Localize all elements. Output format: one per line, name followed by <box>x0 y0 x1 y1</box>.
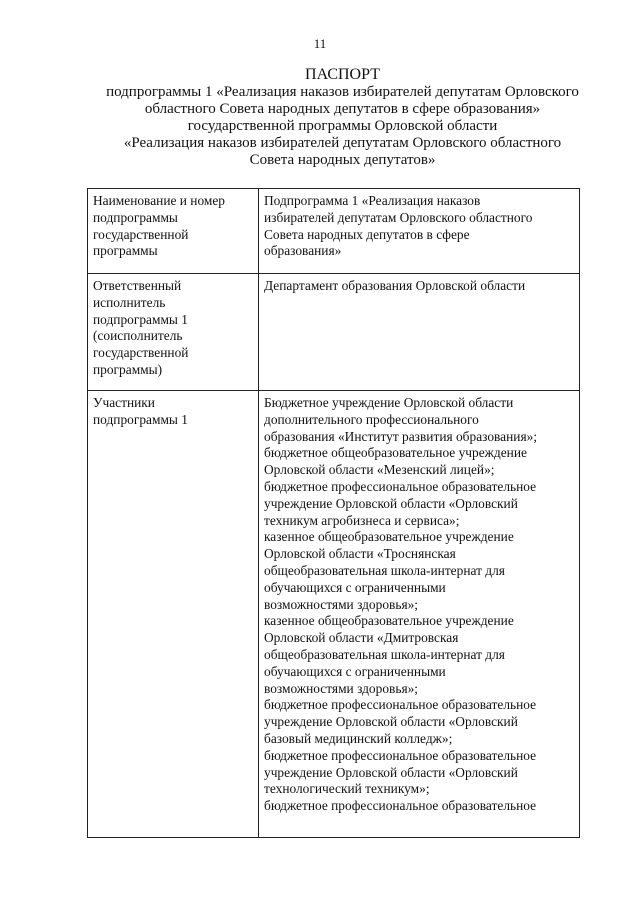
table-row <box>88 274 580 391</box>
cell-text-line: Подпрограмма 1 «Реализация наказов <box>264 193 481 208</box>
cell-text-line: Орловской области «Мезенский лицей»; <box>264 462 495 478</box>
row-value-cell <box>259 189 580 274</box>
cell-text-line: Орловской области «Троснянская <box>264 546 456 562</box>
cell-text-line: общеобразовательная школа-интернат для <box>264 562 505 578</box>
heading-line: «Реализация наказов избирателей депутатам Орловского областного <box>123 135 562 151</box>
cell-text-line: Бюджетное учреждение Орловской области <box>264 395 514 410</box>
cell-text-line: казенное общеобразовательное учреждение <box>264 613 514 629</box>
cell-text-line: технологический техникум»; <box>264 781 430 797</box>
cell-text-line: подпрограммы 1 <box>93 411 188 427</box>
row-label-cell <box>88 189 259 274</box>
cell-text-line: бюджетное профессиональное образовательное <box>264 798 537 814</box>
heading-line: областного Совета народных депутатов в сфере образования» <box>144 101 541 117</box>
cell-text-line: Орловской области «Дмитровская <box>264 630 459 646</box>
cell-text-line: бюджетное профессиональное образовательное <box>264 697 537 713</box>
cell-text-line: Департамент образования Орловской области <box>264 278 526 293</box>
heading-line: государственной программы Орловской области <box>187 118 498 134</box>
cell-text-line: обучающихся с ограниченными <box>264 663 446 679</box>
cell-text-line: государственной <box>93 226 189 242</box>
row-label-cell <box>88 391 259 838</box>
cell-text-line: Участники <box>93 395 155 410</box>
cell-text-line: подпрограммы <box>93 209 178 225</box>
row-value-cell <box>259 274 580 391</box>
cell-text-line: исполнитель <box>93 294 166 310</box>
cell-text-line: учреждение Орловской области «Орловский <box>264 495 518 511</box>
heading-line: подпрограммы 1 «Реализация наказов избирателей депутатам Орловского <box>106 84 579 100</box>
passport-table <box>87 188 580 838</box>
cell-text-line: базовый медицинский колледж»; <box>264 730 453 746</box>
cell-text-line: Ответственный <box>93 278 182 293</box>
cell-text-line: бюджетное профессиональное образовательное <box>264 747 537 763</box>
cell-text-line: учреждение Орловской области «Орловский <box>264 764 518 780</box>
cell-text-line: дополнительного профессионального <box>264 411 479 427</box>
cell-text-line: избирателей депутатам Орловского областного <box>264 209 533 225</box>
page-number: 11 <box>313 36 327 51</box>
cell-text-line: подпрограммы 1 <box>93 311 188 327</box>
cell-text-line: возможностями здоровья»; <box>264 596 419 612</box>
cell-text-line: обучающихся с ограниченными <box>264 579 446 595</box>
cell-text-line: программы <box>93 243 158 259</box>
row-label-cell <box>88 274 259 391</box>
cell-text-line: программы) <box>93 361 163 377</box>
cell-text-line: (соисполнитель <box>93 328 183 344</box>
cell-text-line: техникум агробизнеса и сервиса»; <box>264 512 460 528</box>
document-title: ПАСПОРТ <box>305 66 380 83</box>
cell-text-line: Наименование и номер <box>93 193 226 208</box>
cell-text-line: образования» <box>264 243 342 259</box>
table-row <box>88 189 580 274</box>
cell-text-line: казенное общеобразовательное учреждение <box>264 529 514 545</box>
cell-text-line: государственной <box>93 345 189 361</box>
cell-text-line: бюджетное профессиональное образовательное <box>264 478 537 494</box>
passport-heading <box>60 66 625 169</box>
cell-text-line: учреждение Орловской области «Орловский <box>264 714 518 730</box>
row-value-cell <box>259 391 580 838</box>
cell-text-line: возможностями здоровья»; <box>264 680 419 696</box>
table-row <box>88 391 580 838</box>
cell-text-line: бюджетное общеобразовательное учреждение <box>264 445 527 461</box>
cell-text-line: Совета народных депутатов в сфере <box>264 226 470 242</box>
cell-text-line: образования «Институт развития образования»; <box>264 428 538 444</box>
cell-text-line: общеобразовательная школа-интернат для <box>264 646 505 662</box>
heading-line: Совета народных депутатов» <box>249 152 436 168</box>
